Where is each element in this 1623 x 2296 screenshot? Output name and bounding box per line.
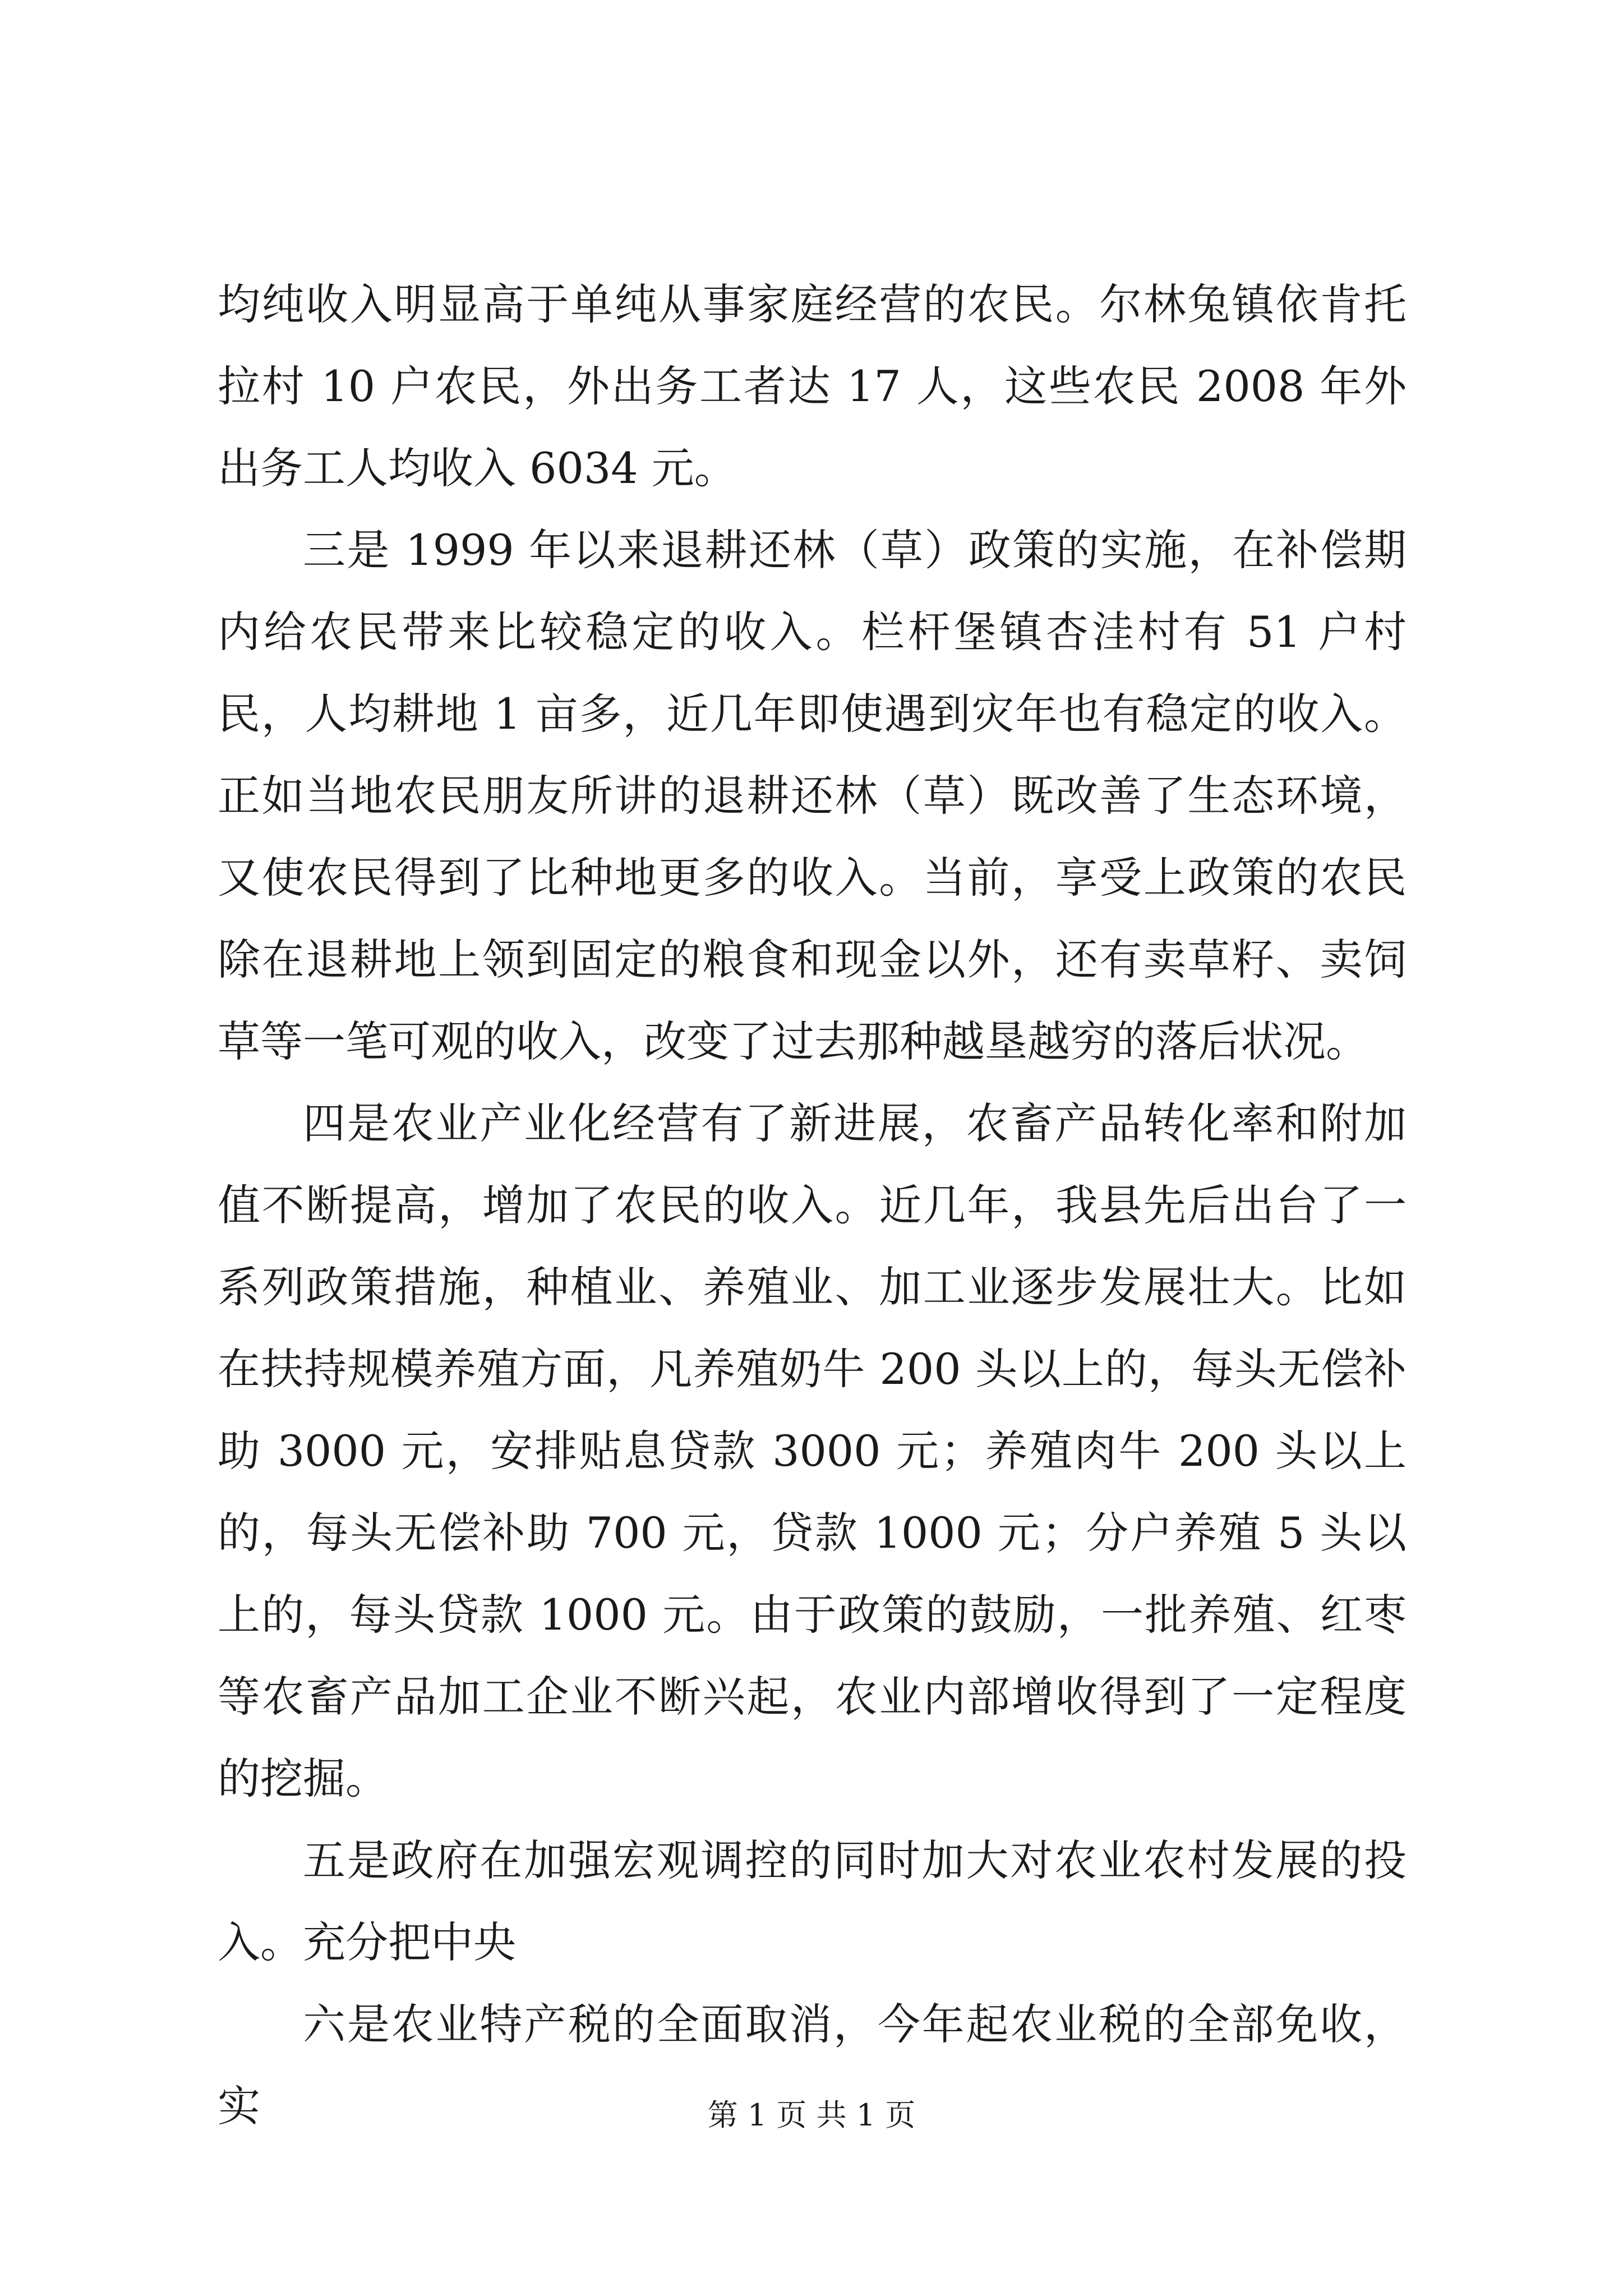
page-number-footer: 第 1 页 共 1 页 bbox=[707, 2097, 916, 2133]
paragraph-3: 四是农业产业化经营有了新进展，农畜产品转化率和附加值不断提高，增加了农民的收入。近几年，我县先后出台了一系列政策措施，种植业、养殖业、加工业逐步发展壮大。比如在扶持规模养殖方面，凡养殖奶牛 200 头以上的，每头无偿补助 3000 元，安排贴息贷款 3000 元；养殖肉牛 200 头以上的，每头无偿补助 700 元，贷款 1000 元；分户养殖 5 头以上的，每头贷款 1000 元。由于政策的鼓励，一批养殖、红枣等农畜产品加工企业不断兴起，农业内部增收得到了一定程度的挖掘。 bbox=[218, 1098, 1407, 1803]
paragraph-5: 六是农业特产税的全面取消，今年起农业税的全部免收，实 bbox=[218, 1999, 1407, 2131]
paragraph-2: 三是 1999 年以来退耕还林（草）政策的实施，在补偿期内给农民带来比较稳定的收入。栏杆堡镇杏洼村有 51 户村民，人均耕地 1 亩多，近几年即使遇到灾年也有稳定的收入。正如当地农民朋友所讲的退耕还林（草）既改善了生态环境，又使农民得到了比种地更多的收入。当前，享受上政策的农民除在退耕地上领到固定的粮食和现金以外，还有卖草籽、卖饲草等一笔可观的收入，改变了过去那种越垦越穷的落后状况。 bbox=[218, 525, 1407, 1066]
paragraph-4: 五是政府在加强宏观调控的同时加大对农业农村发展的投入。充分把中央 bbox=[218, 1835, 1407, 1967]
paragraph-1: 均纯收入明显高于单纯从事家庭经营的农民。尔林兔镇依肯托拉村 10 户农民，外出务工者达 17 人，这些农民 2008 年外出务工人均收入 6034 元。 bbox=[218, 279, 1407, 493]
document-body bbox=[218, 264, 1407, 2147]
